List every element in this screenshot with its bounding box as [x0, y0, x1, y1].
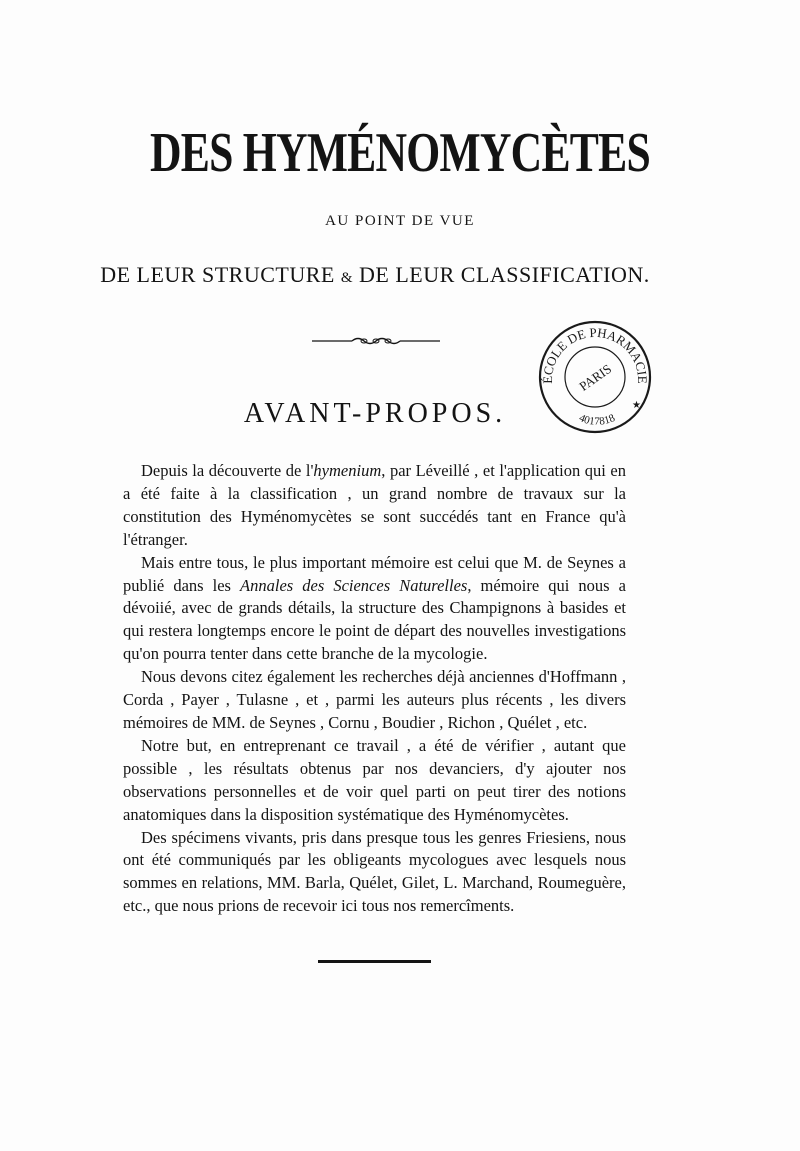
- section-heading: AVANT-PROPOS.: [243, 398, 507, 429]
- stamp-bottom-text: 4017818: [577, 411, 617, 428]
- stamp-center-text: PARIS: [576, 361, 615, 394]
- subtitle-2-part-b: DE LEUR CLASSIFICATION.: [359, 262, 650, 287]
- paragraph-4: Notre but, en entreprenant ce travail , a été de vérifier , autant que possible , les résultats obtenus par nos devanciers, d'y ajouter nos observations personnelles et de voir quel parti on peut tirer des notions anatomiques dans la disposition systématique des Hyménomycètes.: [123, 735, 626, 824]
- paragraph-5: Des spécimens vivants, pris dans presque tous les genres Friesiens, nous ont été communiqués par les obligeants mycologues avec lesquels nous sommes en relations, MM. Barla, Quélet, Gilet, L. Marchand, Roumeguère, etc., que nous prions de recevoir ici tous nos remercîments.: [123, 827, 626, 916]
- closing-rule: [318, 960, 431, 963]
- body-text: [123, 460, 626, 918]
- paragraph-1: Depuis la découverte de l'hymenium, par Léveillé , et l'application qui en a été faite à la classification , un grand nombre de travaux sur la constitution des Hyménomycètes se sont succédés tant en France qu'à l'étranger.: [123, 461, 626, 549]
- subtitle-2-ampersand: &: [340, 270, 353, 286]
- subtitle-line-2: [0, 262, 750, 288]
- stamp-star-icon: ★: [632, 400, 641, 411]
- paragraph-3: Nous devons citez également les recherches déjà anciennes d'Hoffmann , Corda , Payer , Tulasne , et , parmi les auteurs plus récents , les divers mémoires de MM. de Seynes , Cornu , Boudier , Richon , Quélet , etc.: [123, 667, 626, 732]
- subtitle-2-part-a: DE LEUR STRUCTURE: [100, 262, 335, 287]
- subtitle-line-1: AU POINT DE VUE: [325, 213, 475, 229]
- paragraph-2: Mais entre tous, le plus important mémoire est celui que M. de Seynes a publié dans les Annales des Sciences Naturelles, mémoire qui nous a dévoiié, avec de grands détails, la structure des Champignons à basides et qui restera longtemps encore le point de départ des nouvelles investigations qu'on pourra tenter dans cette branche de la mycologie.: [123, 552, 626, 664]
- ornament-divider-icon: [312, 333, 440, 349]
- stamp-top-text: ÉCOLE DE PHARMACIE: [539, 324, 651, 384]
- page-title: DES HYMÉNOMYCÈTES: [149, 122, 651, 184]
